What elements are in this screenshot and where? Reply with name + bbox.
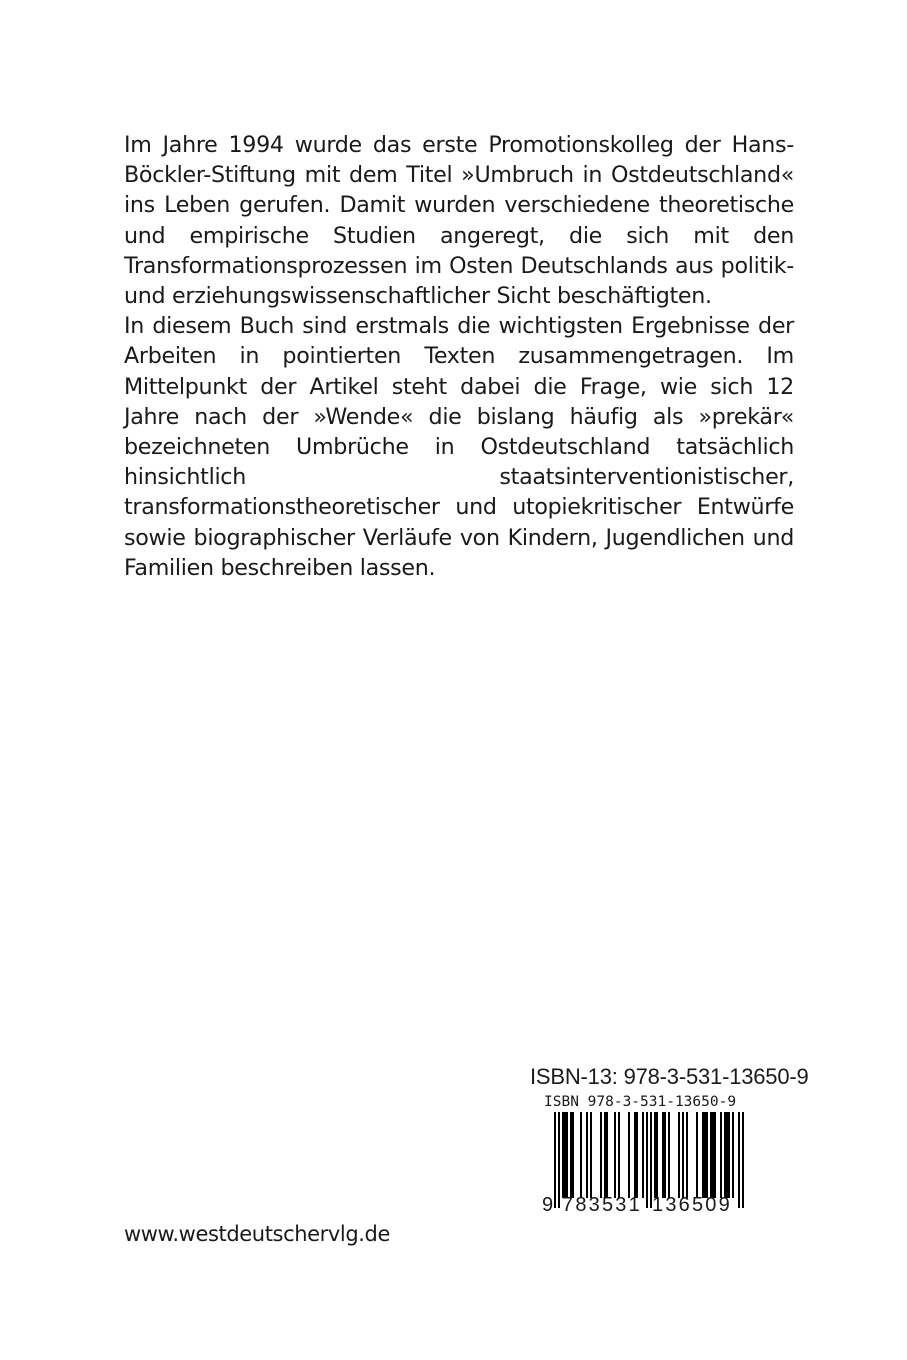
barcode-bar (634, 1112, 636, 1198)
barcode-bar (570, 1112, 572, 1198)
barcode-bar (572, 1112, 574, 1198)
barcode-digits-left: 783531 (562, 1194, 642, 1216)
back-cover-blurb (124, 130, 794, 583)
barcode-digits (538, 1194, 754, 1218)
barcode-bar (728, 1112, 730, 1198)
barcode-bar (682, 1112, 684, 1198)
barcode-bar (618, 1112, 620, 1198)
barcode-bar (628, 1112, 630, 1198)
barcode-bar (614, 1112, 616, 1198)
barcode-bar (656, 1112, 658, 1198)
barcode-bar (564, 1112, 566, 1198)
barcode-bar (654, 1112, 656, 1198)
barcode-digit-first: 9 (542, 1194, 554, 1216)
barcode-bar (678, 1112, 680, 1198)
barcode-bar (600, 1112, 602, 1198)
publisher-website: www.westdeutschervlg.de (124, 1222, 391, 1246)
blurb-paragraph-1: Im Jahre 1994 wurde das erste Promotionskolleg der Hans-Böckler-Stiftung mit dem Titel »Umbruch in Ostdeutschland« ins Leben gerufen. Damit wurden verschiedene theoretische und empirische Studien angeregt, die sich mit den Transformationsprozessen im Osten Deutschlands aus politik- und erziehungswissenschaftlicher Sicht beschäftigten. (124, 132, 794, 310)
barcode-bar (702, 1112, 704, 1198)
barcode-bar (604, 1112, 606, 1198)
barcode-bar (586, 1112, 588, 1198)
barcode-bar (580, 1112, 582, 1198)
isbn-barcode (538, 1094, 754, 1222)
barcode-bar (712, 1112, 714, 1198)
barcode-bar (636, 1112, 638, 1198)
barcode-bar (706, 1112, 708, 1198)
barcode-bar (696, 1112, 698, 1198)
barcode-bar (668, 1112, 670, 1198)
barcode-bar (686, 1112, 688, 1198)
barcode-bar (726, 1112, 728, 1198)
isbn-label: ISBN-13: 978-3-531-13650-9 (530, 1064, 809, 1089)
barcode-bar (704, 1112, 706, 1198)
barcode-bar (720, 1112, 722, 1198)
barcode-bar (642, 1112, 644, 1198)
barcode-bar (664, 1112, 666, 1198)
barcode-bar (732, 1112, 734, 1198)
barcode-bar (662, 1112, 664, 1198)
barcode-bar (566, 1112, 568, 1198)
barcode-bar (606, 1112, 608, 1198)
barcode-bar (714, 1112, 716, 1198)
barcode-bar (562, 1112, 564, 1198)
barcode-bar (724, 1112, 726, 1198)
barcode-bar (590, 1112, 592, 1198)
barcode-top-text: ISBN 978-3-531-13650-9 (544, 1094, 737, 1110)
blurb-paragraph-2: In diesem Buch sind erstmals die wichtigsten Ergebnisse der Arbeiten in pointierten Texten zusammengetragen. Im Mittelpunkt der Artikel steht dabei die Frage, wie sich 12 Jahre nach der »Wende« die bislang häufig als »prekär« bezeichneten Umbrüche in Ostdeutschland tatsächlich hinsichtlich staatsinterventionistischer, transformationstheoretischer und utopiekritischer Entwürfe sowie biographischer Verläufe von Kindern, Jugendlichen und Familien beschreiben lassen. (124, 313, 794, 581)
barcode-bar (710, 1112, 712, 1198)
barcode-digits-right: 136509 (652, 1194, 732, 1216)
